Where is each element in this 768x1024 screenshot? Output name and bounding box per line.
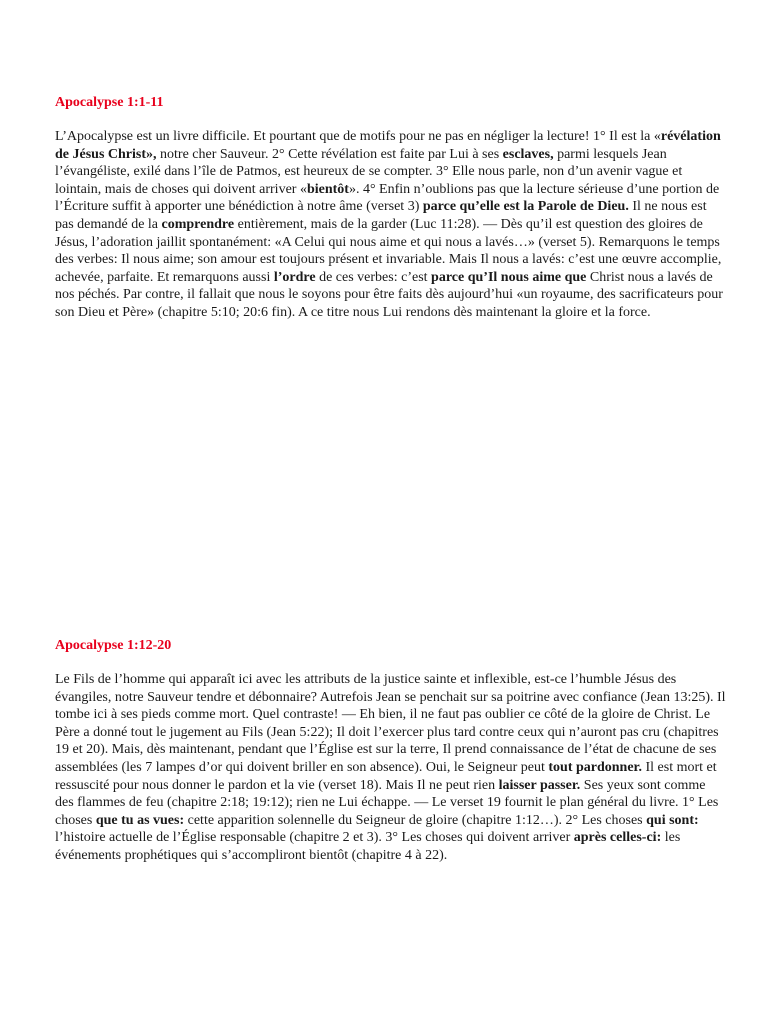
bold-text-run: révélation de Jésus Christ», [55, 129, 721, 162]
text-run: ». 4° Enfin n’oublions pas que la lecture sérieuse d’une portion de l’Écriture suffit à apporter une bénédiction à notre âme (verset 3) [55, 181, 720, 215]
text-run: notre cher Sauveur. 2° Cette révélation est faite par Lui à ses [156, 146, 503, 162]
section-apocalypse-1-12-20 [55, 637, 727, 865]
text-run: entièrement, mais de la garder (Luc 11:28). — Dès qu’il est question des gloires de Jésus, l’adoration jaillit spontanément: «A Celui qui nous aime et qui nous a lavés…» (verset 5). Remarquons le temps des verbes: Il nous aime; son amour est toujours présent et invariable. Mais Il nous a lavés: c’est une œuvre accomplie, achevée, parfaite. Et remarquons aussi [55, 216, 722, 285]
text-run: Ses yeux sont comme des flammes de feu (chapitre 2:18; 19:12); rien ne Lui échappe. — Le verset 19 fournit le plan général du livre. 1° Les choses [55, 777, 719, 828]
bold-text-run: après celles-ci: [573, 830, 662, 846]
bold-text-run: qui sont: [646, 812, 699, 828]
section-heading: Apocalypse 1:12-20 [55, 638, 172, 653]
bold-text-run: que tu as vues: [95, 812, 185, 828]
text-run: Il ne nous est pas demandé de la [55, 199, 707, 232]
section-paragraph [55, 128, 727, 322]
text-run: L’Apocalypse est un livre difficile. Et pourtant que de motifs pour ne pas en négliger la lecture! 1° Il est la « [55, 129, 661, 144]
text-run: Christ nous a lavés de nos péchés. Par contre, il fallait que nous le soyons pour être faits dès aujourd’hui «un royaume, des sacrificateurs pour son Dieu et Père» (chapitre 5:10; 20:6 fin). A ce titre nous Lui rendons dès maintenant la gloire et la force. [55, 269, 723, 320]
section-heading: Apocalypse 1:1-11 [55, 95, 164, 110]
bold-text-run: esclaves, [502, 146, 554, 162]
text-run: de ces verbes: c’est [315, 269, 432, 285]
bold-text-run: tout pardonner. [548, 759, 642, 775]
bold-text-run: l’ordre [273, 269, 316, 285]
bold-text-run: comprendre [161, 216, 235, 232]
bold-text-run: bientôt [306, 181, 349, 197]
section-apocalypse-1-1-11 [55, 94, 727, 322]
text-run: Il est mort et ressuscité pour nous donner le pardon et la vie (verset 18). Mais Il ne peut rien [55, 759, 717, 793]
bold-text-run: parce qu’Il nous aime que [431, 269, 587, 285]
text-run: les événements prophétiques qui s’accompliront bientôt (chapitre 4 à 22). [55, 830, 681, 863]
bold-text-run: laisser passer. [498, 777, 581, 793]
text-run: Le Fils de l’homme qui apparaît ici avec les attributs de la justice sainte et inflexible, est-ce l’humble Jésus des évangiles, notre Sauveur tendre et débonnaire? Autrefois Jean se penchait sur sa poitrine avec confiance (Jean 13:25). Il tombe ici à ses pieds comme mort. Quel contraste! — Eh bien, il ne faut pas oublier ce côté de la gloire de Christ. Le Père a donné tout le jugement au Fils (Jean 5:22); Il doit l’exercer plus tard contre ceux qui n’auront pas cru (chapitres 19 et 20). Mais, dès maintenant, pendant que l’Église est sur la terre, Il prend connaissance de l’état de chacune de ses assemblées (les 7 lampes d’or qui doivent briller en son absence). Oui, le Seigneur peut [55, 672, 726, 775]
text-run: l’histoire actuelle de l’Église responsable (chapitre 2 et 3). 3° Les choses qui doivent arriver [55, 830, 574, 846]
section-paragraph [55, 671, 727, 865]
text-run: cette apparition solennelle du Seigneur de gloire (chapitre 1:12…). 2° Les choses [184, 812, 647, 828]
bold-text-run: parce qu’elle est la Parole de Dieu. [422, 199, 629, 215]
text-run: parmi lesquels Jean l’évangéliste, exilé dans l’île de Patmos, est heureux de se compter. 3° Elle nous parle, non d’un avenir vague et lointain, mais de choses qui doivent arriver « [55, 146, 683, 197]
